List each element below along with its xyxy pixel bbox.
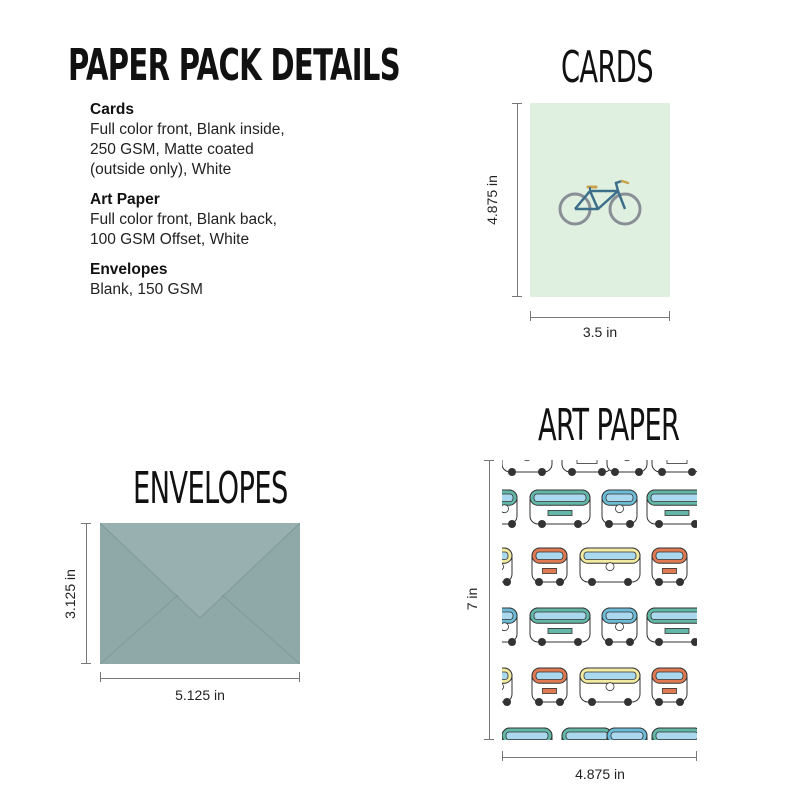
page-title: PAPER PACK DETAILS — [68, 40, 401, 91]
cards-width-tick-left — [530, 311, 531, 321]
bus-icon — [652, 728, 697, 740]
spec-description: Blank, 150 GSM — [90, 281, 203, 298]
spec-art-paper — [90, 190, 350, 250]
envelope-width-tick-right — [299, 672, 300, 682]
cards-height-label: 4.875 in — [484, 175, 500, 225]
vw-bus-pattern — [502, 460, 697, 740]
cards-width-label: 3.5 in — [582, 324, 618, 340]
cards-height-tick-top — [512, 103, 522, 104]
bus-icon — [562, 728, 612, 740]
bus-icon — [532, 548, 567, 586]
envelope-sample — [100, 523, 300, 664]
art-height-line — [489, 460, 490, 740]
spec-description: Full color front, Blank inside, 250 GSM, Matte coated (outside only), White — [90, 121, 285, 178]
cards-width-line — [530, 317, 670, 318]
art-width-line — [502, 757, 697, 758]
envelope-width-tick-left — [100, 672, 101, 682]
bicycle-icon — [530, 103, 670, 297]
bus-icon — [652, 548, 687, 586]
bus-icon — [530, 608, 590, 646]
bus-icon — [602, 490, 637, 528]
envelope-height-label: 3.125 in — [62, 569, 78, 619]
bus-icon — [580, 668, 640, 706]
envelope-width-label: 5.125 in — [175, 687, 225, 703]
cards-height-line — [517, 103, 518, 297]
art-height-tick-bottom — [484, 739, 494, 740]
card-sample — [530, 103, 670, 297]
bus-icon — [502, 490, 517, 528]
spec-label: Cards — [90, 101, 134, 118]
spec-label: Envelopes — [90, 261, 168, 278]
art-height-tick-top — [484, 460, 494, 461]
bus-icon — [502, 460, 552, 476]
art-width-label: 4.875 in — [575, 766, 625, 782]
envelope-height-tick-top — [81, 523, 91, 524]
art-width-tick-left — [502, 751, 503, 761]
bus-icon — [607, 460, 647, 476]
bus-icon — [602, 608, 637, 646]
bus-icon — [652, 668, 687, 706]
art-height-label: 7 in — [464, 587, 480, 611]
spec-envelopes — [90, 260, 350, 300]
bus-icon — [502, 608, 517, 646]
envelope-height-line — [86, 523, 87, 664]
bus-icon — [647, 490, 697, 528]
envelope-width-line — [100, 678, 300, 679]
bus-icon — [502, 668, 512, 706]
bus-icon — [580, 548, 640, 586]
spec-label: Art Paper — [90, 191, 160, 208]
cards-height-tick-bottom — [512, 296, 522, 297]
bus-icon — [532, 668, 567, 706]
bus-icon — [647, 608, 697, 646]
bus-icon — [562, 460, 612, 476]
art-paper-heading: ART PAPER — [538, 400, 680, 451]
bus-icon — [607, 728, 647, 740]
spec-description: Full color front, Blank back, 100 GSM Offset, White — [90, 211, 277, 248]
envelope-illustration — [100, 523, 300, 664]
bus-icon — [530, 490, 590, 528]
art-width-tick-right — [696, 751, 697, 761]
cards-heading: CARDS — [561, 42, 653, 93]
bus-icon — [502, 728, 552, 740]
art-paper-sample — [502, 460, 697, 740]
bus-icon — [652, 460, 697, 476]
cards-width-tick-right — [669, 311, 670, 321]
bus-icon — [502, 548, 512, 586]
envelopes-heading: ENVELOPES — [133, 463, 288, 514]
spec-cards — [90, 100, 350, 180]
envelope-height-tick-bottom — [81, 663, 91, 664]
